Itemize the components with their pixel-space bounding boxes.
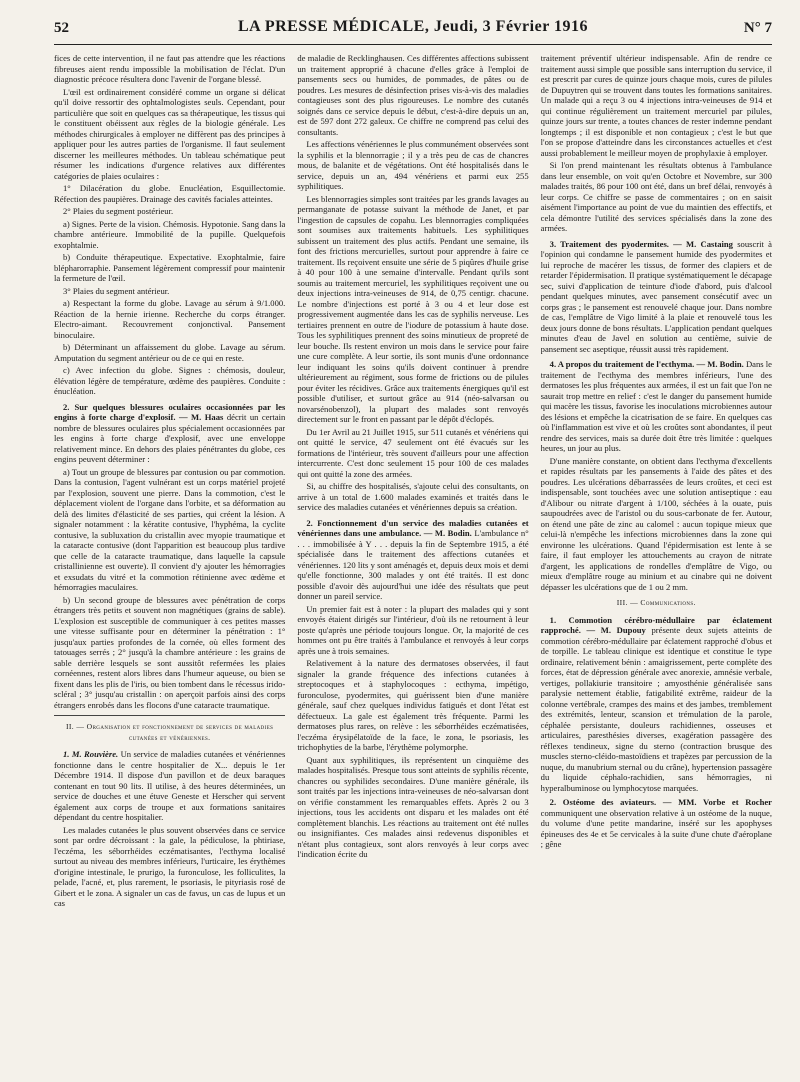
paragraph: Relativement à la nature des dermatoses observées, il faut signaler la grande fréquence des infections cutanées à streptocoques et à staphylocoques : ecthyma, impétigo, furonculose, pyodermites, qui guérissent bien d'une manière générale, sauf chez quelques individus fatigués et dont l'état est défectueux. La gale est également très fréquente. Parmi les dermatoses plus rares, on relève : les séborrhéides eczématisées, l'eczéma érysipélatoïde de la face, le zona, le psoriasis, les trichophyties de la barbe, l'érythème polymorphe.	[297, 658, 529, 752]
paragraph: b) Un second groupe de blessures avec pénétration de corps étrangers très petits et souvent non magnétiques (grains de sable). L'explosion est susceptible de communiquer à ces petites masses une vitesse suffisante pour en déterminer la pénétration : 1° jusqu'aux parties profondes de la cornée, où elles forment des tatouages serrés ; 2° jusqu'à la chambre antérieure : les grains de sable derrière lesquels se sont aussitôt refermées les plaies cornéennes, restent alors libres dans l'humeur aqueuse, ou bien se fixent dans les plis de l'iris, ou bien tombent dans le récessus irido-scléral ; 3° jusqu'au cristallin : on aperçoit parfois ainsi des corps étrangers enrobés dans les flocons d'une cataracte traumatique.	[54, 594, 286, 710]
paragraph: 3° Plaies du segment antérieur.	[63, 285, 170, 296]
columns	[54, 53, 772, 1071]
paragraph: Si, au chiffre des hospitalisés, s'ajoute celui des consultants, on arrive à un total de 1.600 malades examinés et traités dans le service des maladies cutanées et vénériennes depuis sa création.	[297, 481, 529, 512]
paragraph: a) Tout un groupe de blessures par contusion ou par commotion. Dans la contusion, l'agent vulnérant est un corps matériel projeté par l'explosion, souvent une pierre. Dans la commotion, c'est le déplacement violent de l'organe dans l'orbite, et sa déformation au delà des limites d'élasticité de ses parties, qui créent la lésion. A signaler notamment : la kératite contusive, l'hyphéma, la cyclite contusive, la subluxation du cristallin avec myopie traumatique et la cataracte contusive (dont l'apparition est beaucoup plus tardive que celle de la cataracte traumatique, dans laquelle la capsule cristallinienne est ouverte). Il convient d'y ajouter les hémorragies et exsudats du vitré et la commotion rétinienne avec œdème et hémorragies maculaires.	[54, 466, 286, 592]
paragraph: souscrit à l'opinion qui condamne le pansement humide des pyodermites et lui reproche de macérer les tissus, de former des clapiers et de retarder l'épidermisation. Il pratique systématiquement le décapage sec, suivi d'application de teinture d'iode d'abord, puis d'alcool pendant quelques minutes, avec pansement consécutif avec un corps gras ; le pansement est renouvelé chaque jour. Dans nombre de cas, l'emplâtre de Vigo limité à la plaie et renouvelé tous les deux jours donne de bons résultats. L'application pendant quelques minutes d'eau de Javel en solution au centième, suivie de pansement sec aseptique, réussit aussi très rapidement.	[540, 238, 772, 354]
divider	[54, 715, 285, 716]
section-title: 2. Fonctionnement d'un service des maladies cutanées et vénériennes dans une ambulance. — M. Bodin.	[297, 517, 529, 538]
paragraph: Un premier fait est à noter : la plupart des malades qui y sont envoyés étaient dirigés sur l'intérieur, d'où ils ne retournent à leur poste qu'après une période toujours longue. Or, la majorité de ces hommes ont pu être traités à l'ambulance et renvoyés à leur corps après une à trois semaines.	[297, 603, 529, 656]
paragraph: 2° Plaies du segment postérieur.	[63, 206, 174, 216]
paragraph: décrit un certain nombre de blessures oculaires plus spécialement occasionnées par les engins à forte charge d'explosif, avec une enveloppe relativement mince. En dehors des plaies pénétrantes du globe, ces engins peuvent déterminer :	[54, 412, 286, 464]
section-title: 2. Sur quelques blessures oculaires occasionnées par les engins à forte charge d'explosif. — M. Haas	[54, 401, 286, 422]
journal-title: LA PRESSE MÉDICALE, Jeudi, 3 Février 1916	[238, 18, 588, 35]
section-title: 1. Commotion cérébro-médullaire par éclatement rapproché. — M. Dupouy	[540, 614, 772, 635]
paragraph: Les blennorragies simples sont traitées par les grands lavages au permanganate de potasse suivant la méthode de Janet, et par l'ingestion de capsules de copahu. Les blennorragies compliquées sont soumises aux traitements habituels. Les syphilitiques subissent un traitement des plus actifs. Pendant une semaine, ils font des frictions mercurielles, surtout pour apprendre à faire ce traitement. Ils reçoivent ensuite une série de 5 piqûres d'huile grise à 40 pour 100 à une semaine d'intervalle. Pendant qu'ils sont soumis au traitement mercuriel, les syphilitiques reçoivent une ou deux injections intra-veineuses de 914, de 0,75 centigr. chacune. Le nombre d'injections est porté à 3 ou 4 et leur dose est progressivement augmentée dans les cas de syphilis nerveuse. Les tertiaires prennent en outre de l'iodure de potassium à haute dose. Tous les syphilitiques prennent des soins minutieux de propreté de leur bouche. Ils restent environ un mois dans le service pour faire une cure complète. A leur sortie, ils sont munis d'une ordonnance leur indiquant les soins qu'ils doivent continuer à prendre ultérieurement au régiment, sous forme de frictions ou de pilules pour éviter les récidives. Grâce aux traitements énergiques qu'il est possible d'utiliser, et surtout grâce au 914 (néo-salvarsan ou novarsénobenzol), la plupart des malades sont renvoyés directement sur le front en passant par le dépôt d'éclopés.	[297, 193, 529, 424]
paragraph: présente deux sujets atteints de commotion cérébro-médullaire par éclatement rapproché d'obus et de torpille. Le tableau clinique est identique et constitue le type ordinaire, relativement bénin : amaigrissement, perte complète des forces, état de dépression générale avec anorexie, amnésie verbale, vertiges, pollakiurie transitoire ; amyosthénie généralisée sans paralysie nettement établie, fatigabilité extrême, raideur de la colonne vertébrale, crampes des mains et des jambes, tremblement des extrémités, lenteur, scansion et trémulation de la parole, céphalée persistante, douleurs rachidiennes, osseuses et articulaires, paresthésies diverses, exagération passagère des réflexes tendineux, signe du sterno (contraction brusque des muscles sterno-cléido-mastoïdiens et trapèzes par percussion de la nuque, du manubrium sternal ou du crâne), hypertension passagère du liquide céphalo-rachidien, sans hémorragies, ni hyperalbuminose ou lymphocytose marquées.	[540, 625, 772, 793]
page-number: 52	[54, 20, 69, 36]
column-3	[541, 53, 772, 1071]
paragraph: communiquent une observation relative à un ostéome de la nuque, du volume d'une petite mandarine, inséré sur les apophyses épineuses des 4e et 5e cervicales à la suite d'une chute d'aéroplane ; gêne	[540, 807, 772, 849]
paragraph: traitement préventif ultérieur indispensable. Afin de rendre ce traitement aussi simple que possible sans interruption du service, il est prescrit par cures de quinze jours chaque mois, cures de pilules de Dupuytren qui se trouvent dans toutes les formations sanitaires. Un malade qui a reçu 3 ou 4 injections intra-veineuses de 914 et qui continue régulièrement un traitement mercuriel par pilules, quinze jours sur trente, a toutes chances de rester indemne pendant longtemps ; il est disponible et non contagieux ; c'est le but que l'on se propose d'atteindre dans les circonstances actuelles et c'est aussi probablement le meilleur moyen de prophylaxie à employer.	[540, 53, 772, 158]
paragraph: 1° Dilacération du globe. Enucléation, Esquillectomie. Réfection des paupières. Drainage des cavités faciales atteintes.	[54, 183, 286, 204]
paragraph: Dans le traitement de l'ecthyma des membres inférieurs, l'une des dermatoses les plus fréquentes aux armées, il est un fait que l'on ne saurait trop mettre en relief : c'est le danger du pansement humide qui macère les tissus, favorise les inoculations microbiennes autour des lésions et empêche la cicatrisation de se faire. En quelques cas où l'inflammation est vive et où les croûtes sont abondantes, il peut rendre des services, mais sa durée doit être très limitée : quelques heures, un jour au plus.	[540, 359, 772, 453]
paragraph: Du 1er Avril au 21 Juillet 1915, sur 511 cutanés et vénériens qui ont quitté le service, 47 seulement ont été évacués sur les formations de l'intérieur, très souvent d'ailleurs pour une affection intercurrente. C'est donc seulement 15 pour 100 de ces malades qui ont quitté la zone des armées.	[297, 426, 529, 479]
paragraph: L'œil est ordinairement considéré comme un organe si délicat qu'il doive ressortir des ophtalmologistes seuls. Cependant, pour particulière que soit en quelques cas sa thérapeutique, les tissus qui le constituent obéissent aux règles de la biologie générale. Les méthodes chirurgicales à employer ne diffèrent pas des principes à appliquer pour les autres parties de l'organisme. Il faut seulement discerner les meilleures méthodes. Un tableau schématique peut résumer les indications d'urgence relatives aux différentes catégories de plaies oculaires :	[54, 86, 286, 181]
section-title: 3. Traitement des pyodermites. — M. Castaing	[549, 238, 733, 249]
section-title: 4. A propos du traitement de l'ecthyma. — M. Bodin.	[549, 359, 744, 369]
paragraph: de maladie de Recklinghausen. Ces différentes affections subissent un traitement approprié à chacune d'elles grâce à l'emploi de pansements secs ou humides, de pommades, de pâtes ou de poudres. Les mesures de désinfection prises vis-à-vis des maladies contagieuses sont des plus rigoureuses. Le nombre des cutanés soignés dans ce service depuis le début, c'est-à-dire depuis un an, est de 597 dont 272 galeux. Ce chiffre ne comprend pas celui des consultants.	[297, 53, 529, 137]
paragraph: a) Respectant la forme du globe. Lavage au sérum à 9/1.000. Réaction de la hernie irienne. Recherche du corps étranger. Electro-aimant. Recouvrement conjonctival. Pansement binoculaire.	[54, 298, 286, 340]
column-1	[54, 53, 285, 1071]
paragraph: b) Conduite thérapeutique. Expectative. Exophtalmie, faire blépharorraphie. Pansement légèrement compressif pour maintenir la fermeture de l'œil.	[54, 252, 286, 283]
section-heading: II. — Organisation et fonctionnement de services de maladies cutanées et vénériennes.	[65, 722, 274, 742]
paragraph: c) Avec infection du globe. Signes : chémosis, douleur, élévation légère de température, œdème des paupières. Conduite : énucléation.	[54, 365, 286, 396]
paragraph: Un service de maladies cutanées et vénériennes fonctionne dans le centre hospitalier de X... depuis le 1er Décembre 1914. Il dispose d'un pavillon et de deux baraques contenant en tout 90 lits. Il utilise, à des heures déterminées, un service de douches et une étuve Geneste et Herscher qui servent également aux corps de troupe et aux formations sanitaires dépendant du centre hospitalier.	[54, 749, 286, 822]
paragraph: Les malades cutanées le plus souvent observées dans ce service sont par ordre décroissant : la gale, la pédiculose, la phtiriase, l'eczéma, les séborrhéides eczématisantes, l'ecthyma localisé surtout au niveau des membres inférieurs, l'urticaire, les érythèmes d'origine intestinale, le prurigo, la furonculose, les folliculites, la pelade, l'acné, et, plus rarement, le psoriasis, le pityriasis rosé de Gibert et le zona. A signaler un cas de favus, un cas de lupus et un cas	[54, 824, 286, 908]
column-2	[297, 53, 528, 1071]
paragraph: a) Signes. Perte de la vision. Chémosis. Hypotonie. Sang dans la chambre antérieure. Immobilité de la pupille. Quelquefois exophtalmie.	[54, 218, 286, 250]
section-title: 2. Ostéome des aviateurs. — MM. Vorbe et Rocher	[549, 797, 772, 807]
paragraph: Quant aux syphilitiques, ils représentent un cinquième des malades hospitalisés. Presque tous sont atteints de syphilis récente, chancres ou syphilides secondaires. D'une manière générale, ils sont traités par les injections intra-veineuses de néo-salvarsan dont on vérifie constamment les remarquables effets. Après 2 ou 3 injections, tous les accidents ont disparu et les malades ont été complètement blanchis. Les réactions au traitement ont été nulles ou insignifiantes. Ces malades ainsi redevenus disponibles et n'étant plus contagieux, sont alors renvoyés à leur corps avec l'indication écrite du	[297, 754, 529, 859]
page-header	[54, 14, 772, 45]
paragraph: fices de cette intervention, il ne faut pas attendre que les réactions fibreuses aient rendu impossible la mobilisation de l'éclat. D'un diagnostic précoce résultera donc l'avenir de l'organe blessé.	[54, 53, 286, 84]
paragraph: b) Déterminant un affaissement du globe. Lavage au sérum. Amputation du segment antérieur ou de ce qui en reste.	[54, 342, 286, 363]
paragraph: Les affections vénériennes le plus communément observées sont la syphilis et la blennorragie ; il y a très peu de cas de chancres mous, de balanite et de végétations. Ont été hospitalisés dans le service, depuis un an, 494 vénériens et parmi eux 255 syphilitiques.	[297, 139, 529, 191]
author-title: 1. M. Rouvière.	[63, 749, 119, 759]
paragraph: L'ambulance n° . . . immobilisée à Y . . . depuis la fin de Septembre 1915, a été spécialisée dans le traitement des affections cutanées et vénériennes. 120 lits y sont aménagés et, depuis deux mois et demi qu'elle fonctionne, 300 malades y ont été traités. Il est donc possible d'avoir dès aujourd'hui une idée des résultats que peut donner un pareil service.	[297, 528, 529, 601]
issue-number: N° 7	[743, 20, 772, 36]
section-heading: III. — Communications.	[616, 598, 696, 607]
paragraph: Si l'on prend maintenant les résultats obtenus à l'ambulance dans leur ensemble, on voit qu'en Octobre et Novembre, sur 300 malades traités, 86 pour 100 ont été, dans un bref délai, renvoyés à leur corps. Ce chiffre se passe de commentaires ; on en saisit aisément l'importance au point de vue du maintien des effectifs, et cela démontre l'utilité des services spécialisés dans la zone des armées.	[540, 160, 772, 233]
paragraph: D'une manière constante, on obtient dans l'ecthyma d'excellents et rapides résultats par les pansements à l'aide des pâtes et des poudres. Les ulcérations débarrassées de leurs croûtes, et ceci est indispensable, sont touchées avec une solution antiseptique : eau d'Alibour ou nitrate d'argent à 1/100, séchées à la ouate, puis saupoudrées avec de l'aristol ou du sous-carbonate de fer. Autour, on étend une pâte de zinc au calomel : aucun topique mieux que celui-là n'empêche les infections microbiennes dans la zone qui environne les ulcérations. Quand l'épidermisation est lente à se faire, il faut employer les attouchements au crayon de nitrate d'argent, les applications de rondelles d'emplâtre de Vigo, ou mieux d'emplâtre rouge au minium et au cinabre qui ne doivent dépasser les ulcérations que de 1 ou 2 mm.	[540, 455, 772, 592]
